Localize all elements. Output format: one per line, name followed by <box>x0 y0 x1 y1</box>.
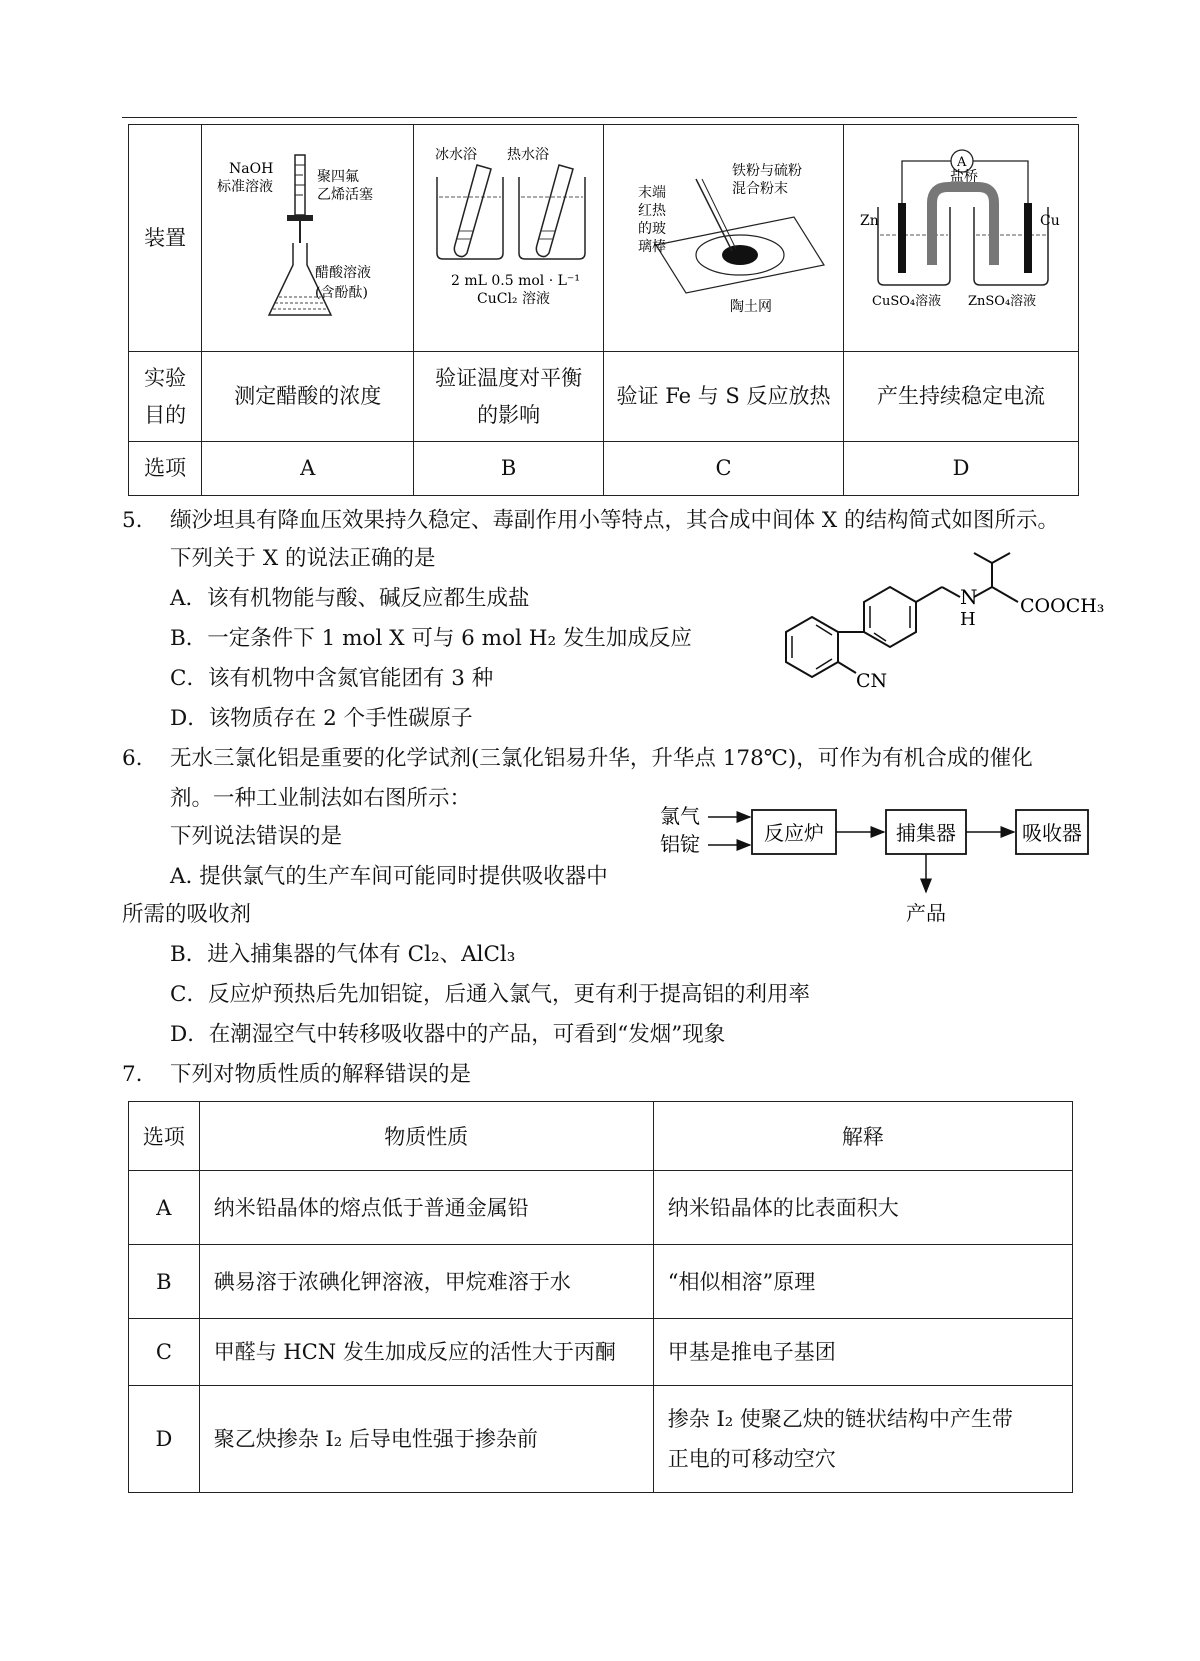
label-phenolphthalein: (含酚酞) <box>314 285 368 301</box>
label-cucl2: CuCl₂ 溶液 <box>476 291 550 307</box>
atom-h: H <box>960 609 976 630</box>
box-collector: 捕集器 <box>896 821 956 845</box>
galvanic-cell-diagram <box>844 125 1077 339</box>
option-b: B <box>414 442 604 496</box>
row-label-option: 选项 <box>129 442 202 496</box>
row-b-property: 碘易溶于浓碘化钾溶液，甲烷难溶于水 <box>199 1245 653 1319</box>
box-absorber: 吸收器 <box>1022 821 1082 845</box>
label-cu: Cu <box>1040 213 1061 229</box>
q6-number: 6. <box>122 746 143 771</box>
label-standard-solution: 标准溶液 <box>216 179 273 195</box>
purpose-a: 测定醋酸的浓度 <box>202 352 414 442</box>
input-chlorine: 氯气 <box>660 804 700 828</box>
option-d: D <box>843 442 1078 496</box>
option-a: A <box>202 442 414 496</box>
row-label-purpose: 实验 目的 <box>129 352 202 442</box>
label-rod-1: 末端 <box>638 185 667 201</box>
row-c-option: C <box>129 1319 200 1386</box>
label-gauze: 陶土网 <box>730 299 773 315</box>
label-fe-s-mix-1: 铁粉与硫粉 <box>732 163 803 179</box>
property-table <box>128 1101 1073 1493</box>
label-rod-4: 璃棒 <box>638 239 667 255</box>
q5-option-d: D．该物质存在 2 个手性碳原子 <box>170 706 473 731</box>
diagram-a-cell <box>202 125 414 352</box>
label-salt-bridge: 盐桥 <box>950 169 979 185</box>
diagram-c-cell <box>603 125 843 352</box>
q6-option-c: C．反应炉预热后先加铝锭，后通入氯气，更有利于提高铝的利用率 <box>170 982 810 1007</box>
row-c-explanation: 甲基是推电子基团 <box>653 1319 1072 1386</box>
row-label-apparatus: 装置 <box>129 125 202 352</box>
q6-stem-1: 无水三氯化铝是重要的化学试剂(三氯化铝易升华，升华点 178℃)，可作为有机合成的催化 <box>170 746 1033 771</box>
output-product: 产品 <box>906 901 946 925</box>
label-rod-2: 红热 <box>638 203 667 219</box>
process-flow-diagram <box>650 800 1090 930</box>
q7-number: 7. <box>122 1062 143 1087</box>
row-b-explanation: “相似相溶”原理 <box>653 1245 1072 1319</box>
purpose-b: 验证温度对平衡 的影响 <box>414 352 604 442</box>
titration-diagram <box>203 125 413 339</box>
q5-option-a: A．该有机物能与酸、碱反应都生成盐 <box>170 586 530 611</box>
label-fe-s-mix-2: 混合粉末 <box>732 181 789 197</box>
row-c-property: 甲醛与 HCN 发生加成反应的活性大于丙酮 <box>199 1319 653 1386</box>
diagram-d-cell <box>843 125 1078 352</box>
label-acetic-acid: 醋酸溶液 <box>314 265 371 281</box>
label-cuso4: CuSO₄溶液 <box>872 294 942 309</box>
label-znso4: ZnSO₄溶液 <box>968 294 1037 309</box>
q7-stem: 下列对物质性质的解释错误的是 <box>170 1062 472 1087</box>
label-naoh: NaOH <box>228 161 274 177</box>
q5-number: 5. <box>122 508 143 533</box>
q5-option-b: B．一定条件下 1 mol X 可与 6 mol H₂ 发生加成反应 <box>170 626 692 651</box>
experiment-table <box>128 124 1079 496</box>
label-ptfe-1: 聚四氟 <box>316 169 359 185</box>
ammeter-label: A <box>957 155 967 170</box>
q5-stem-1: 缬沙坦具有降血压效果持久稳定、毒副作用小等特点，其合成中间体 X 的结构简式如图所示。 <box>170 508 1059 533</box>
group-cn: CN <box>856 670 888 692</box>
row-a-option: A <box>129 1171 200 1245</box>
row-a-property: 纳米铅晶体的熔点低于普通金属铅 <box>199 1171 653 1245</box>
row-b-option: B <box>129 1245 200 1319</box>
fe-s-reaction-diagram <box>604 125 842 339</box>
purpose-d: 产生持续稳定电流 <box>843 352 1078 442</box>
diagram-b-cell <box>414 125 604 352</box>
row-a-explanation: 纳米铅晶体的比表面积大 <box>653 1171 1072 1245</box>
q6-stem-2: 剂。一种工业制法如右图所示： <box>170 786 472 811</box>
row-d-option: D <box>129 1386 200 1493</box>
label-ice-bath: 冰水浴 <box>434 147 477 163</box>
label-rod-3: 的玻 <box>638 221 667 237</box>
compound-x-structure <box>760 555 1105 715</box>
q5-option-c: C．该有机物中含氮官能团有 3 种 <box>170 666 494 691</box>
box-reactor: 反应炉 <box>764 821 824 845</box>
q6-option-b: B．进入捕集器的气体有 Cl₂、AlCl₃ <box>170 942 516 967</box>
header-rule <box>122 117 1077 118</box>
q6-option-d: D．在潮湿空气中转移吸收器中的产品，可看到“发烟”现象 <box>170 1022 726 1047</box>
label-zn: Zn <box>860 213 880 229</box>
input-aluminum: 铝锭 <box>660 832 700 856</box>
q6-option-a-1: A. 提供氯气的生产车间可能同时提供吸收器中 <box>170 864 608 889</box>
header-option: 选项 <box>129 1102 200 1171</box>
row-d-explanation: 掺杂 I₂ 使聚乙炔的链状结构中产生带 正电的可移动空穴 <box>653 1386 1072 1493</box>
water-bath-diagram <box>415 125 603 339</box>
label-ptfe-2: 乙烯活塞 <box>316 187 373 203</box>
header-explanation: 解释 <box>653 1102 1072 1171</box>
label-solution-conc: 2 mL 0.5 mol · L⁻¹ <box>450 273 580 289</box>
q5-stem-2: 下列关于 X 的说法正确的是 <box>170 546 436 571</box>
label-hot-bath: 热水浴 <box>506 147 549 163</box>
row-d-property: 聚乙炔掺杂 I₂ 后导电性强于掺杂前 <box>199 1386 653 1493</box>
atom-n: N <box>960 585 978 609</box>
header-property: 物质性质 <box>199 1102 653 1171</box>
q6-option-a-2: 所需的吸收剂 <box>122 902 252 927</box>
group-ester: COOCH₃ <box>1020 595 1105 617</box>
purpose-c: 验证 Fe 与 S 反应放热 <box>603 352 843 442</box>
option-c: C <box>603 442 843 496</box>
q6-stem-3: 下列说法错误的是 <box>170 824 343 849</box>
